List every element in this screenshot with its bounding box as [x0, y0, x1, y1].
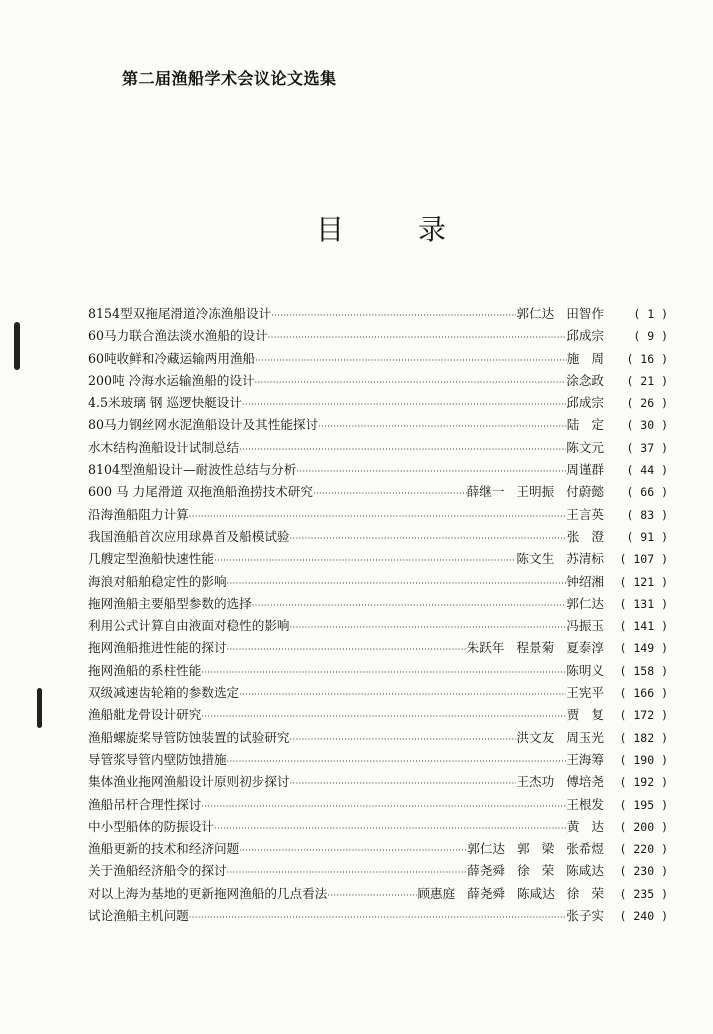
toc-entry-page: ( 158 ) [619, 663, 668, 678]
toc-entry-authors: 顾惠庭 薛尧舜 陈咸达 徐 荣 [417, 885, 604, 901]
toc-entry-leader-dots [252, 596, 567, 611]
toc-entry-title: 60马力联合渔法淡水渔船的设计 [88, 328, 268, 344]
toc-entry-leader-dots [296, 462, 566, 477]
book-title: 第二届渔船学术会议论文选集 [122, 69, 337, 88]
toc-entry-title: 集体渔业拖网渔船设计原则初步探讨 [88, 774, 290, 790]
scan-mark-ink [14, 322, 20, 370]
toc-entry-title: 拖网渔船主要船型参数的选择 [88, 595, 252, 611]
toc-entry-title: 拖网渔船的系柱性能 [88, 662, 202, 678]
toc-entry-page: ( 44 ) [626, 463, 668, 478]
toc-entry-page: ( 190 ) [619, 752, 668, 767]
toc-entry-title: 渔船舭龙骨设计研究 [88, 707, 202, 723]
toc-entry-authors: 王根发 [566, 796, 604, 812]
toc-entry-authors: 陆 定 [566, 417, 604, 433]
toc-entry-page: ( 26 ) [626, 396, 668, 411]
toc-list [88, 303, 668, 927]
toc-entry [88, 660, 668, 682]
toc-entry-authors: 邱成宗 [566, 395, 604, 411]
toc-entry-page: ( 195 ) [619, 797, 668, 812]
toc-entry-authors: 施 周 [566, 350, 604, 366]
toc-entry [88, 459, 668, 481]
toc-entry [88, 883, 668, 905]
toc-entry-authors: 郭仁达 田智作 [516, 306, 604, 321]
toc-entry [88, 548, 668, 570]
toc-entry-authors: 黄 达 [566, 818, 604, 834]
toc-entry-leader-dots [189, 908, 566, 923]
toc-entry-authors: 郭仁达 [566, 595, 604, 611]
scan-mark-ink-2 [37, 688, 42, 728]
toc-entry-authors: 邱成宗 [566, 328, 604, 344]
toc-entry-leader-dots [201, 797, 566, 812]
toc-entry [88, 749, 668, 771]
toc-entry-authors: 张子实 [566, 908, 604, 924]
toc-entry-page: ( 220 ) [619, 842, 668, 857]
toc-entry-title: 试论渔船主机问题 [88, 908, 189, 924]
toc-entry [88, 370, 668, 392]
toc-entry [88, 637, 668, 659]
toc-entry-authors: 周谨群 [566, 462, 604, 478]
toc-entry [88, 816, 668, 838]
toc-entry-authors: 贾 复 [566, 707, 604, 723]
toc-entry [88, 348, 668, 370]
toc-entry-leader-dots [255, 373, 567, 388]
toc-entry [88, 682, 668, 704]
toc-entry-leader-dots [227, 640, 467, 655]
toc-entry-authors: 薛尧舜 徐 荣 陈咸达 [467, 863, 604, 879]
toc-entry-title: 200吨 冷海水运输渔船的设计 [88, 372, 255, 388]
toc-entry [88, 794, 668, 816]
toc-entry-page: ( 235 ) [619, 886, 668, 901]
toc-entry-title: 海浪对船舶稳定性的影响 [88, 573, 227, 589]
toc-entry-title: 导管浆导管内壁防蚀措施 [88, 751, 227, 767]
toc-entry [88, 481, 668, 503]
toc-entry-page: ( 172 ) [619, 708, 668, 723]
toc-entry-title: 中小型船体的防振设计 [88, 818, 214, 834]
toc-entry-page: ( 240 ) [619, 909, 668, 924]
toc-entry-leader-dots [201, 707, 566, 722]
toc-entry [88, 437, 668, 459]
toc-entry-title: 4.5米玻璃 钢 巡逻快艇设计 [88, 395, 242, 411]
toc-entry-page: ( 9 ) [633, 329, 668, 344]
toc-entry-authors: 钟绍湘 [566, 573, 604, 589]
toc-entry-leader-dots [290, 730, 517, 745]
toc-entry-title: 600 马 力尾滑道 双拖渔船渔捞技术研究 [88, 484, 313, 500]
toc-entry-leader-dots [290, 618, 567, 633]
toc-entry-leader-dots [201, 663, 566, 678]
toc-entry-page: ( 66 ) [626, 485, 668, 500]
toc-entry-title: 8104型渔船设计—耐波性总结与分析 [88, 462, 297, 478]
toc-entry [88, 860, 668, 882]
toc-entry-leader-dots [239, 841, 467, 856]
toc-entry-leader-dots [214, 819, 567, 834]
toc-entry-leader-dots [268, 328, 566, 343]
toc-entry-leader-dots [214, 551, 516, 566]
toc-entry-authors: 王宪平 [566, 685, 604, 701]
toc-entry [88, 303, 668, 325]
toc-entry [88, 571, 668, 593]
toc-entry [88, 771, 668, 793]
toc-entry-authors: 朱跃年 程景菊 夏泰淳 [466, 640, 604, 656]
toc-entry [88, 838, 668, 860]
toc-entry-page: ( 166 ) [619, 686, 668, 701]
toc-entry-title: 沿海渔船阻力计算 [88, 506, 189, 522]
toc-heading-char-2: 录 [417, 213, 446, 246]
toc-entry [88, 504, 668, 526]
toc-entry-authors: 薛继一 王明振 付蔚懿 [466, 484, 604, 500]
toc-entry-page: ( 1 ) [633, 307, 668, 321]
toc-entry-title: 我国渔船首次应用球鼻首及船模试验 [88, 528, 290, 544]
toc-entry-title: 渔船吊杆合理性探讨 [88, 796, 202, 812]
toc-entry [88, 704, 668, 726]
toc-entry-leader-dots [290, 774, 517, 789]
toc-entry-leader-dots [318, 417, 567, 432]
toc-entry-leader-dots [313, 484, 467, 499]
toc-entry-title: 水木结构渔船设计试制总结 [88, 439, 240, 455]
toc-entry-page: ( 200 ) [619, 819, 668, 834]
toc-entry-page: ( 107 ) [619, 552, 668, 567]
toc-heading [316, 208, 446, 248]
toc-entry-title: 对以上海为基地的更新拖网渔船的几点看法 [88, 885, 328, 901]
toc-entry [88, 414, 668, 436]
toc-entry-authors: 陈文生 苏清标 [516, 551, 604, 567]
toc-entry-page: ( 182 ) [619, 730, 668, 745]
toc-entry-title: 双级减速齿轮箱的参数选定 [88, 685, 240, 701]
toc-entry-title: 关于渔船经济船令的探讨 [88, 863, 227, 879]
toc-entry-leader-dots [255, 351, 567, 366]
toc-entry-page: ( 30 ) [626, 418, 668, 433]
toc-entry-page: ( 91 ) [626, 529, 668, 544]
toc-entry [88, 593, 668, 615]
toc-entry-leader-dots [327, 886, 417, 901]
toc-entry-page: ( 141 ) [619, 619, 668, 634]
toc-heading-char-1: 目 [316, 213, 345, 246]
toc-entry-page: ( 37 ) [626, 440, 668, 455]
toc-entry-authors: 洪文友 周玉光 [516, 729, 604, 745]
toc-entry-leader-dots [271, 306, 516, 321]
toc-entry-authors: 张 澄 [566, 528, 604, 544]
toc-entry [88, 905, 668, 927]
toc-entry-authors: 陈文元 [566, 439, 604, 455]
toc-entry-page: ( 230 ) [619, 864, 668, 879]
toc-entry [88, 615, 668, 637]
toc-entry-leader-dots [242, 395, 566, 410]
toc-entry-leader-dots [189, 507, 566, 522]
toc-entry-page: ( 149 ) [619, 641, 668, 656]
toc-entry-authors: 王杰功 傅培尧 [516, 774, 604, 790]
toc-entry-authors: 陈明义 [566, 662, 604, 678]
toc-entry-leader-dots [227, 863, 468, 878]
toc-entry-page: ( 21 ) [626, 373, 668, 388]
toc-entry-leader-dots [290, 529, 567, 544]
toc-entry [88, 727, 668, 749]
toc-entry-leader-dots [239, 440, 566, 455]
toc-entry-title: 利用公式计算自由液面对稳性的影响 [88, 618, 290, 634]
toc-entry-title: 渔船螺旋桨导管防蚀装置的试验研究 [88, 729, 290, 745]
toc-entry-authors: 王海筹 [566, 751, 604, 767]
toc-entry-title: 60吨收鲜和冷藏运输两用渔船 [88, 350, 256, 366]
toc-entry-page: ( 121 ) [619, 574, 668, 589]
toc-entry-page: ( 192 ) [619, 775, 668, 790]
toc-entry-title: 80马力钢丝网水泥渔船设计及其性能探讨 [88, 417, 319, 433]
toc-entry [88, 325, 668, 347]
toc-entry-authors: 涂念政 [566, 372, 604, 388]
toc-entry-title: 拖网渔船推进性能的探讨 [88, 640, 227, 656]
toc-entry [88, 392, 668, 414]
toc-entry-authors: 冯振玉 [566, 618, 604, 634]
toc-entry-title: 渔船更新的技术和经济问题 [88, 841, 240, 857]
toc-entry-leader-dots [227, 574, 567, 589]
toc-entry-title: 几艘定型渔船快速性能 [88, 551, 214, 567]
toc-entry-leader-dots [227, 752, 567, 767]
toc-entry-title: 8154型双拖尾滑道冷冻渔船设计 [88, 306, 272, 321]
toc-entry-page: ( 131 ) [619, 596, 668, 611]
toc-entry-leader-dots [239, 685, 566, 700]
toc-entry-authors: 郭仁达 郭 梁 张希煜 [467, 841, 604, 857]
toc-entry-page: ( 83 ) [626, 507, 668, 522]
toc-entry-authors: 王言英 [566, 506, 604, 522]
toc-entry [88, 526, 668, 548]
toc-entry-page: ( 16 ) [626, 351, 668, 366]
